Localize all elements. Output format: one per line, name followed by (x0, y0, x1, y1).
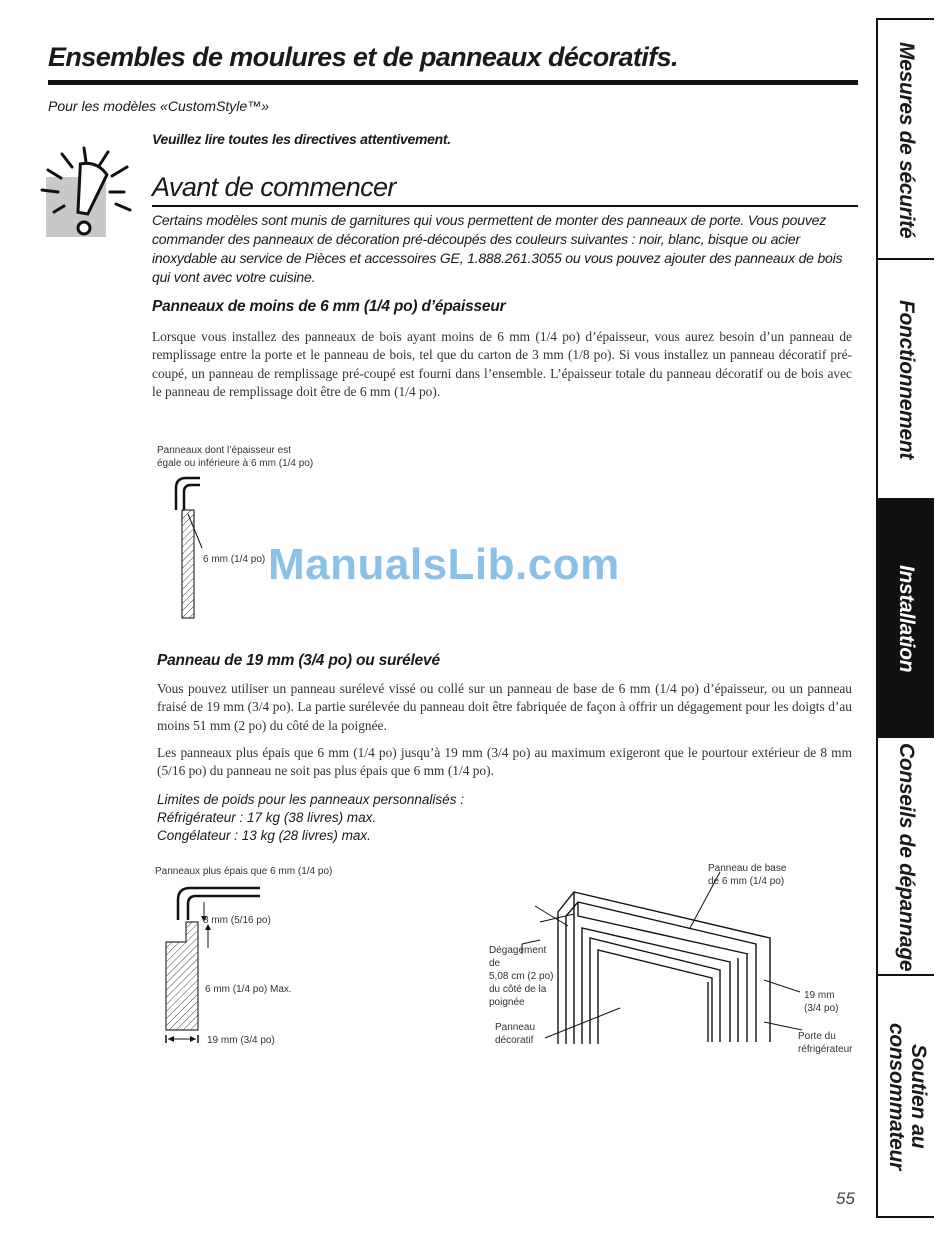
page-number: 55 (836, 1189, 855, 1208)
raised-panel-heading: Panneau de 19 mm (3/4 po) ou surélevé (157, 652, 440, 669)
tab-consumer-support[interactable]: Soutien au consommateur (876, 974, 934, 1218)
decorative-panel-label: Panneau décoratif (495, 1022, 536, 1046)
thick-panel-diagram (158, 878, 298, 1048)
label-6mm-max: 6 mm (1/4 po) Max. (205, 984, 292, 995)
tab-troubleshooting[interactable]: Conseils de dépannage (876, 736, 934, 976)
section-heading: Avant de commencer (152, 172, 396, 202)
clearance-label: Dégagement de 5,08 cm (2 po) du côté de la poignée (489, 945, 554, 1008)
weight-limits-title: Limites de poids pour les panneaux personnalisés : (157, 792, 464, 807)
weight-limits (157, 791, 464, 845)
base-panel-label: Panneau de base de 6 mm (1/4 po) (708, 863, 787, 887)
models-subtitle: Pour les modèles «CustomStyle™» (48, 98, 269, 114)
page-title: Ensembles de moulures et de panneaux décoratifs. (48, 42, 678, 72)
thick-panel-caption: Panneaux plus épais que 6 mm (1/4 po) (155, 866, 333, 877)
title-rule (48, 80, 858, 85)
exclamation-warning-icon (32, 142, 142, 242)
weight-limit-fridge: Réfrigérateur : 17 kg (38 livres) max. (157, 810, 377, 825)
tab-installation[interactable]: Installation (876, 498, 934, 738)
thin-panels-paragraph: Lorsque vous installez des panneaux de bois ayant moins de 6 mm (1/4 po) d’épaisseur, vous aurez besoin d’un panneau de remplissage entre la porte et le panneau de bois, tel que du carton de 3 mm (1/8 po). Si vous installez un panneau décoratif pré-coupé, un panneau de remplissage pré-coupé est fourni dans l’ensemble. L’épaisseur totale du panneau décoratif ou de bois avec le panneau de remplissage doit être de 6 mm (1/4 po). (152, 329, 852, 400)
thin-panel-6mm-label: 6 mm (1/4 po) (203, 554, 266, 565)
manualslib-watermark: ManualsLib.com (268, 540, 620, 589)
intro-paragraph: Certains modèles sont munis de garnitures qui vous permettent de monter des panneaux de porte. Vous pouvez commander des panneaux de décoration pré-découpés des couleurs suivantes : noir, blanc, bisque ou acier inoxydable au service de Pièces et accessoires GE, 1.888.261.3055 ou vous pouvez ajouter des panneaux de bois qui vont avec votre cuisine. (152, 212, 843, 285)
thin-panels-heading: Panneaux de moins de 6 mm (1/4 po) d’épaisseur (152, 298, 506, 315)
tab-operation[interactable]: Fonctionnement (876, 258, 934, 500)
raised-panel-paragraph-1: Vous pouvez utiliser un panneau surélevé vissé ou collé sur un panneau de base de 6 mm (1/4 po) d’épaisseur, ou un panneau fraisé de 19 mm (3/4 po). La partie surélevée du panneau doit être fabriquée de façon à offrir un dégagement pour les doigts d’au moins 51 mm (2 po) du côté de la poignée. (157, 681, 852, 733)
label-8mm: 8 mm (5/16 po) (203, 915, 271, 926)
fridge-door-label: Porte du réfrigérateur (798, 1031, 853, 1055)
raised-panel-paragraph-2: Les panneaux plus épais que 6 mm (1/4 po) jusqu’à 19 mm (3/4 po) au maximum exigeront que le pourtour extérieur de 8 mm (5/16 po) du panneau ne soit pas plus épais que 6 mm (1/4 po). (157, 745, 852, 779)
read-instructions-notice: Veuillez lire toutes les directives attentivement. (152, 131, 451, 147)
thin-panel-caption: Panneaux dont l’épaisseur est égale ou inférieure à 6 mm (1/4 po) (157, 445, 314, 469)
thickness-19mm-label: 19 mm (3/4 po) (804, 990, 839, 1014)
weight-limit-freezer: Congélateur : 13 kg (28 livres) max. (157, 828, 371, 843)
tab-safety[interactable]: Mesures de sécurité (876, 18, 934, 260)
label-19mm: 19 mm (3/4 po) (207, 1035, 275, 1046)
section-rule (152, 205, 858, 207)
